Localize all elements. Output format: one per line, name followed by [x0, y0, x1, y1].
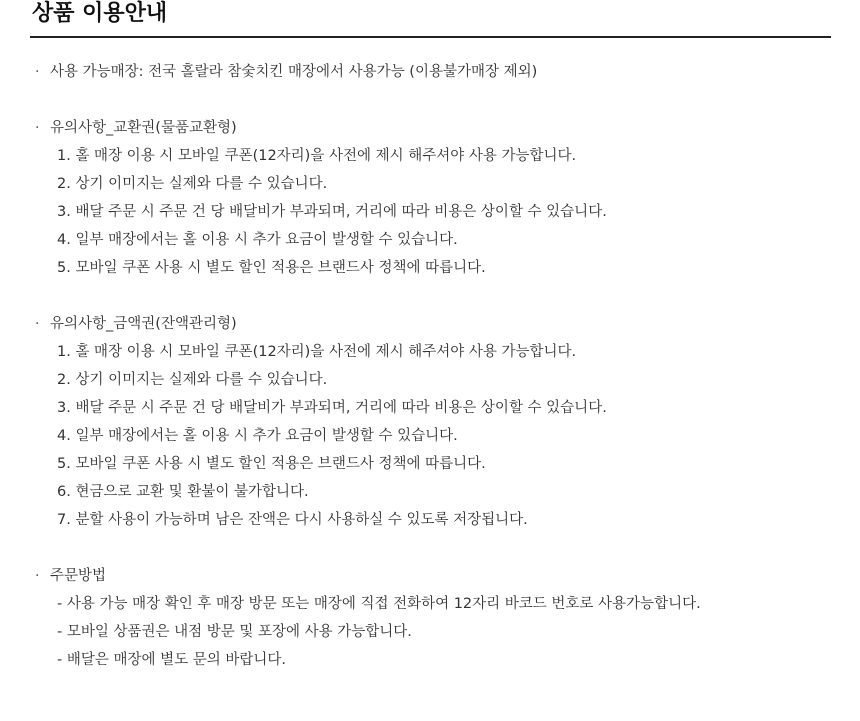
notice-list — [32, 590, 832, 674]
section-heading — [32, 58, 832, 86]
list-item: 1. 홀 매장 이용 시 모바일 쿠폰(12자리)을 사전에 제시 해주셔야 사용 가능합니다. — [57, 344, 577, 360]
list-item: - 모바일 상품권은 내점 방문 및 포장에 사용 가능합니다. — [57, 624, 412, 640]
list-item: 2. 상기 이미지는 실제와 다를 수 있습니다. — [57, 176, 328, 192]
section-available-stores — [32, 58, 832, 86]
section-heading-text: 유의사항_교환권(물품교환형) — [50, 120, 237, 136]
list-item: 7. 분할 사용이 가능하며 남은 잔액은 다시 사용하실 수 있도록 저장됩니다. — [57, 512, 528, 528]
notice-list — [32, 338, 832, 534]
bullet-dot: · — [35, 120, 40, 136]
title-divider — [30, 36, 831, 38]
list-item: 3. 배달 주문 시 주문 건 당 배달비가 부과되며, 거리에 따라 비용은 상이할 수 있습니다. — [57, 204, 607, 220]
section-heading — [32, 114, 832, 142]
section-heading-text: 유의사항_금액권(잔액관리형) — [50, 316, 237, 332]
list-item: 5. 모바일 쿠폰 사용 시 별도 할인 적용은 브랜드사 정책에 따릅니다. — [57, 260, 486, 276]
list-item: 4. 일부 매장에서는 홀 이용 시 추가 요금이 발생할 수 있습니다. — [57, 428, 458, 444]
list-item: 4. 일부 매장에서는 홀 이용 시 추가 요금이 발생할 수 있습니다. — [57, 232, 458, 248]
list-item: - 사용 가능 매장 확인 후 매장 방문 또는 매장에 직접 전화하여 12자리 바코드 번호로 사용가능합니다. — [57, 596, 701, 612]
page-title: 상품 이용안내 — [32, 1, 168, 26]
list-item: 6. 현금으로 교환 및 환불이 불가합니다. — [57, 484, 309, 500]
section-heading — [32, 562, 832, 590]
section-heading-text: 사용 가능매장: 전국 홀랄라 참숯치킨 매장에서 사용가능 (이용불가매장 제외) — [50, 64, 538, 80]
list-item: 3. 배달 주문 시 주문 건 당 배달비가 부과되며, 거리에 따라 비용은 상이할 수 있습니다. — [57, 400, 607, 416]
guide-content — [32, 58, 832, 702]
section-amount-voucher — [32, 310, 832, 534]
section-heading-text: 주문방법 — [50, 568, 107, 584]
bullet-dot: · — [35, 316, 40, 332]
section-exchange-voucher — [32, 114, 832, 282]
list-item: 2. 상기 이미지는 실제와 다를 수 있습니다. — [57, 372, 328, 388]
list-item: 1. 홀 매장 이용 시 모바일 쿠폰(12자리)을 사전에 제시 해주셔야 사용 가능합니다. — [57, 148, 577, 164]
section-heading — [32, 310, 832, 338]
notice-list — [32, 142, 832, 282]
list-item: - 배달은 매장에 별도 문의 바랍니다. — [57, 652, 286, 668]
section-order-method — [32, 562, 832, 674]
bullet-dot: · — [35, 568, 40, 584]
list-item: 5. 모바일 쿠폰 사용 시 별도 할인 적용은 브랜드사 정책에 따릅니다. — [57, 456, 486, 472]
bullet-dot: · — [35, 64, 40, 80]
